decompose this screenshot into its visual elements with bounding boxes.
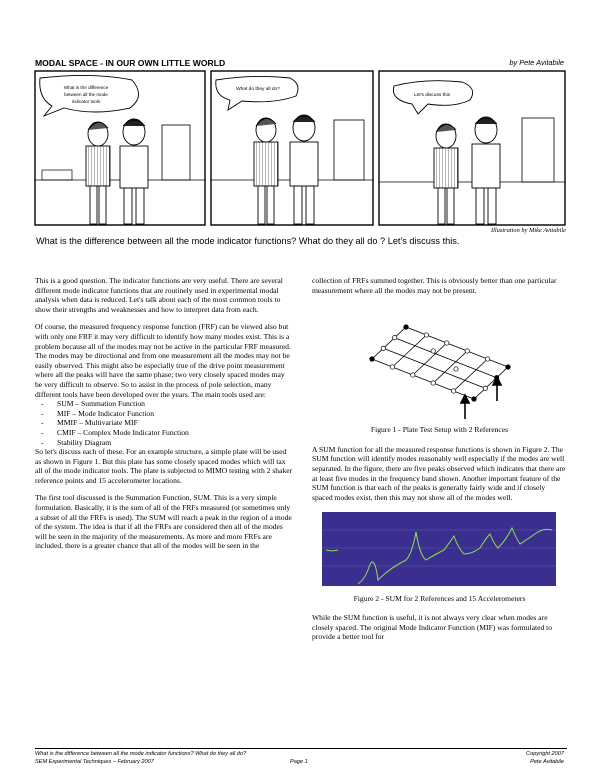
comic-bubble-1-line-3: indicator tools: [71, 99, 101, 104]
list-item: - Stability Diagram: [57, 438, 293, 448]
author-byline: by Pete Avitabile: [509, 58, 564, 67]
list-item: - CMIF – Complex Mode Indicator Function: [57, 428, 293, 438]
paragraph: This is a good question. The indicator functions are very useful. There are several different mode indicator functions that are routinely used in experimental modal analysis when data is reduced. Let's talk about each of the most common tools to show their strengths and weaknesses and how to interpret data from each.: [35, 276, 283, 314]
illustration-credit: Illustration by Mike Avitabile: [491, 227, 566, 234]
paragraph: A SUM function for all the measured response functions is shown in Figure 2. The SUM function will identify modes reasonably well especially if the modes are well separated. In the figure, there are five peaks observed which indicates that there are at least five modes in the frequency band shown. Another important feature of the SUM function is that each of the peaks is generally fairly wide and if closely spaced modes exist, then this may not show all of the modes well.: [312, 444, 566, 502]
list-item: - SUM – Summation Function: [57, 399, 293, 409]
footer-author: Pete Avitabile: [530, 759, 564, 765]
plot-background: [322, 512, 556, 586]
figure-1-caption: Figure 1 - Plate Test Setup with 2 References: [370, 425, 509, 435]
shaker-arrow: [461, 395, 469, 419]
comic-bubble-3: Let's discuss this: [413, 93, 451, 98]
comic-strip: [34, 70, 566, 226]
right-column: [312, 276, 567, 650]
figure-2-caption: Figure 2 - SUM for 2 References and 15 Accelerometers: [353, 594, 526, 604]
paragraph: While the SUM function is useful, it is not always very clear when modes are closely spaced. The original Mode Indicator Function (MIF) was formulated to provide a better tool for: [312, 612, 553, 642]
comic-panel-2: [211, 71, 373, 225]
footer-rule: [35, 748, 567, 749]
list-item: - MIF – Mode Indicator Function: [57, 409, 293, 419]
left-column: [35, 276, 293, 559]
footer-page-number: Page 1: [290, 759, 308, 765]
paragraph: Of course, the measured frequency response function (FRF) can be viewed also but with only one FRF it may very difficult to identify how many modes exist. This is a problem because all of the modes may not be active in the particular FRF measured. The modes may be directional and from one measurement all the modes may not be easily observed. This might also be especially true of the drive point measurement where all the peaks will have the same phase; two very closely spaced modes may be very difficult to observe. So to assist in the process of pole selection, many different tools have been developed over the years. The main tools used are:: [35, 322, 291, 399]
lead-question: What is the difference between all the mode indicator functions? What do they all do ? Let's discuss this.: [36, 236, 460, 246]
shaker-arrow: [493, 377, 501, 401]
footer-journal: SEM Experimental Techniques – February 2007: [35, 759, 154, 765]
footer-copyright: Copyright 2007: [526, 751, 564, 757]
plate-test-figure: [312, 303, 567, 421]
footer-question: What is the difference between all the mode indicator functions? What do they all do?: [35, 751, 247, 757]
comic-bubble-1-line-2: between all the mode: [64, 92, 108, 97]
measurement-points: [370, 325, 511, 402]
list-item: - MMIF – Multivariate MIF: [57, 418, 293, 428]
paragraph: So let's discuss each of these. For an example structure, a simple plate will be used as shown in Figure 1. But this plate has some closely spaced modes which will tax all of the mode indicator tools. The plate is subjected to MIMO testing with 2 shaker reference points and 15 accelerometer locations.: [35, 447, 293, 485]
paragraph: The first tool discussed is the Summation Function, SUM. This is a very simple formulation. Basically, it is the sum of all of the FRFs measured (or sometimes only a subset of all the FRFs is used). The SUM will reach a peak in the region of a mode of the system. The idea is that if all the FRFs are considered then all of the modes will be seen in the majority of the measurements. As more and more FRFs are included, there is a greater chance that all of the modes will be seen in the: [35, 493, 292, 551]
tools-list: [57, 399, 293, 447]
article-title: MODAL SPACE - IN OUR OWN LITTLE WORLD: [35, 58, 226, 68]
comic-bubble-2: What do they all do?: [236, 87, 280, 92]
comic-panel-3: [379, 71, 565, 225]
comic-bubble-1-line-1: What is the difference: [63, 85, 109, 90]
comic-panel-1: [35, 71, 205, 225]
sum-function-plot: [312, 510, 567, 592]
paragraph: collection of FRFs summed together. This is obviously better than one particular measurement where all the modes may not be present.: [312, 276, 557, 295]
